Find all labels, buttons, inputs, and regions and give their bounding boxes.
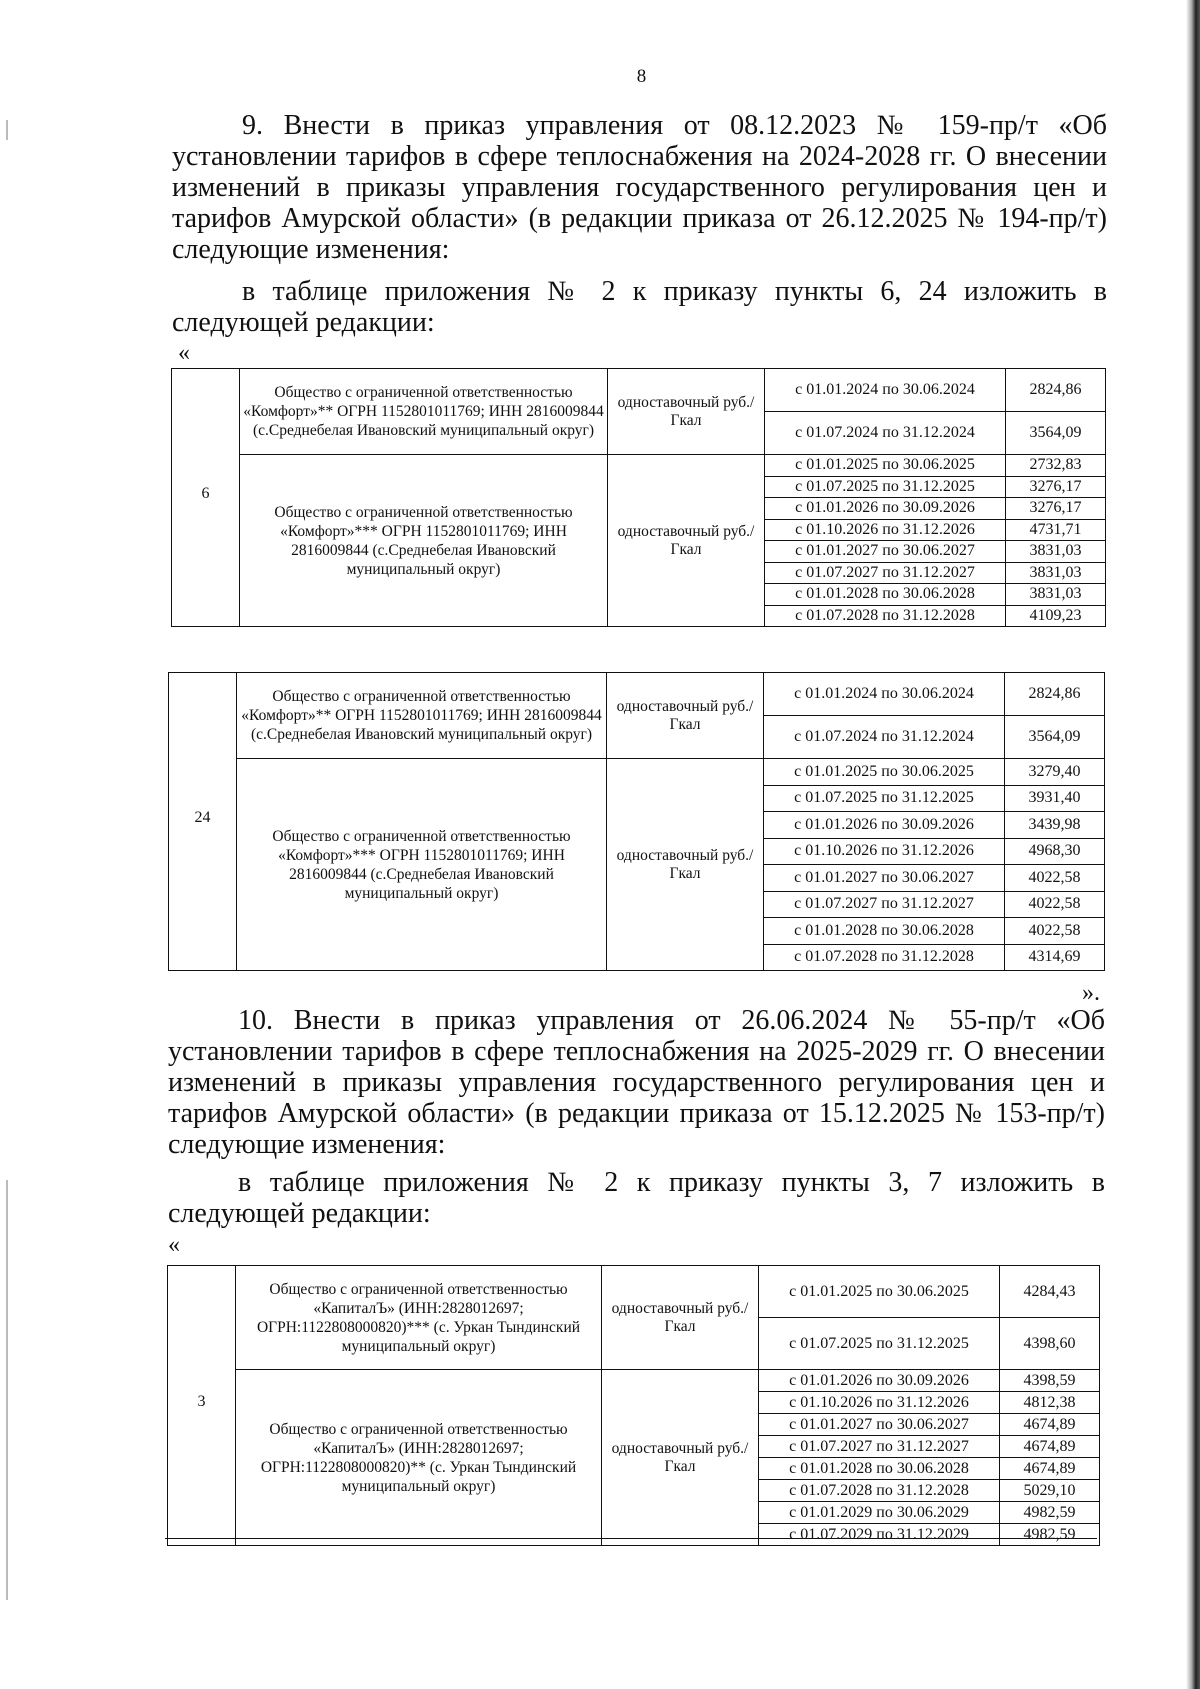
item-number-cell: 6 [172, 369, 240, 627]
section-10-instruction [168, 1167, 1105, 1229]
tariff-value-cell: 4314,69 [1005, 944, 1105, 971]
organization-cell: Общество с ограниченной ответственностью «Комфорт»** ОГРН 1152801011769; ИНН 2816009844 (с.Среднебелая Ивановский муниципальный округ) [237, 673, 607, 759]
quote-open-2: « [168, 1232, 180, 1258]
tariff-table-item-3 [167, 1265, 1100, 1546]
period-cell: с 01.01.2026 по 30.09.2026 [759, 1370, 1000, 1392]
tariff-value-cell: 4674,89 [1000, 1436, 1100, 1458]
tariff-value-cell: 3831,03 [1006, 562, 1106, 584]
item-number-cell: 3 [168, 1266, 236, 1546]
tariff-value-cell: 4022,58 [1005, 918, 1105, 945]
tariff-value-cell: 4674,89 [1000, 1414, 1100, 1436]
period-cell: с 01.07.2025 по 31.12.2025 [765, 476, 1006, 498]
tariff-value-cell: 3931,40 [1005, 785, 1105, 812]
tariff-type-cell: одноставочный руб./Гкал [608, 455, 765, 627]
table-row [172, 455, 1106, 477]
tariff-value-cell: 3564,09 [1005, 716, 1105, 759]
scan-mark [6, 1180, 8, 1600]
period-cell: с 01.01.2028 по 30.06.2028 [765, 584, 1006, 606]
period-cell: с 01.07.2028 по 31.12.2028 [764, 944, 1005, 971]
tariff-type-cell: одноставочный руб./Гкал [607, 673, 764, 759]
period-cell: с 01.07.2027 по 31.12.2027 [765, 562, 1006, 584]
quote-close: ». [1082, 980, 1100, 1006]
tariff-value-cell: 2824,86 [1005, 673, 1105, 716]
period-cell: с 01.07.2024 по 31.12.2024 [765, 412, 1006, 455]
tariff-value-cell: 4982,59 [1000, 1502, 1100, 1524]
tariff-value-cell: 3439,98 [1005, 812, 1105, 839]
period-cell: с 01.10.2026 по 31.12.2026 [764, 838, 1005, 865]
section-9-paragraph [172, 110, 1107, 265]
tariff-type-cell: одноставочный руб./Гкал [602, 1266, 759, 1370]
section-9-text: 9. Внести в приказ управления от 08.12.2023 № 159-пр/т «Об установлении тарифов в сфере теплоснабжения на 2024-2028 гг. О внесении изменений в приказы управления государственного регулирования цен и тарифов Амурской области» (в редакции приказа от 26.12.2025 № 194-пр/т) следующие изменения: [172, 110, 1107, 265]
section-10-instruction-text: в таблице приложения № 2 к приказу пункты 3, 7 изложить в следующей редакции: [168, 1167, 1105, 1229]
tariff-value-cell: 3564,09 [1006, 412, 1106, 455]
section-10-text: 10. Внести в приказ управления от 26.06.2024 № 55-пр/т «Об установлении тарифов в сфере теплоснабжения на 2025-2029 гг. О внесении изменений в приказы управления государственного регулирования цен и тарифов Амурской области» (в редакции приказа от 15.12.2025 № 153-пр/т) следующие изменения: [168, 1005, 1105, 1160]
tariff-value-cell: 4022,58 [1005, 865, 1105, 892]
tariff-value-cell: 4674,89 [1000, 1458, 1100, 1480]
organization-cell: Общество с ограниченной ответственностью «КапиталЪ» (ИНН:2828012697; ОГРН:1122808000820)** (с. Уркан Тындинский муниципальный округ) [236, 1370, 602, 1546]
period-cell: с 01.01.2027 по 30.06.2027 [765, 541, 1006, 563]
period-cell: с 01.10.2026 по 31.12.2026 [765, 519, 1006, 541]
section-10-paragraph [168, 1005, 1105, 1160]
quote-open: « [178, 340, 190, 366]
tariff-value-cell: 4968,30 [1005, 838, 1105, 865]
period-cell: с 01.01.2026 по 30.09.2026 [765, 498, 1006, 520]
period-cell: с 01.01.2026 по 30.09.2026 [764, 812, 1005, 839]
tariff-value-cell: 3831,03 [1006, 541, 1106, 563]
tariff-value-cell: 2824,86 [1006, 369, 1106, 412]
table-row [172, 369, 1106, 412]
tariff-value-cell: 2732,83 [1006, 455, 1106, 477]
table-row [169, 673, 1105, 716]
organization-cell: Общество с ограниченной ответственностью «Комфорт»*** ОГРН 1152801011769; ИНН 2816009844 (с.Среднебелая Ивановский муниципальный округ) [240, 455, 608, 627]
tariff-value-cell: 4398,59 [1000, 1370, 1100, 1392]
tariff-type-cell: одноставочный руб./Гкал [607, 759, 764, 971]
period-cell: с 01.07.2025 по 31.12.2025 [759, 1318, 1000, 1370]
page-number: 8 [636, 66, 647, 87]
section-9-instruction [172, 276, 1107, 338]
period-cell: с 01.10.2026 по 31.12.2026 [759, 1392, 1000, 1414]
scan-mark [6, 120, 8, 140]
period-cell: с 01.07.2024 по 31.12.2024 [764, 716, 1005, 759]
tariff-value-cell: 4022,58 [1005, 891, 1105, 918]
period-cell: с 01.01.2025 по 30.06.2025 [765, 455, 1006, 477]
period-cell: с 01.01.2024 по 30.06.2024 [765, 369, 1006, 412]
period-cell: с 01.01.2025 по 30.06.2025 [764, 759, 1005, 786]
period-cell: с 01.07.2027 по 31.12.2027 [764, 891, 1005, 918]
tariff-value-cell: 3276,17 [1006, 476, 1106, 498]
tariff-value-cell: 3831,03 [1006, 584, 1106, 606]
period-cell: с 01.01.2027 по 30.06.2027 [764, 865, 1005, 892]
period-cell: с 01.07.2027 по 31.12.2027 [759, 1436, 1000, 1458]
table-row [168, 1266, 1100, 1318]
tariff-type-cell: одноставочный руб./Гкал [608, 369, 765, 455]
tariff-value-cell: 3279,40 [1005, 759, 1105, 786]
period-cell: с 01.07.2025 по 31.12.2025 [764, 785, 1005, 812]
tariff-table-item-24 [168, 672, 1105, 971]
footer-rule [165, 1538, 1097, 1539]
period-cell: с 01.07.2029 по 31.12.2029 [759, 1524, 1000, 1546]
tariff-value-cell: 4109,23 [1006, 605, 1106, 627]
period-cell: с 01.01.2025 по 30.06.2025 [759, 1266, 1000, 1318]
table-row [169, 759, 1105, 786]
tariff-value-cell: 5029,10 [1000, 1480, 1100, 1502]
table-row [168, 1370, 1100, 1392]
tariff-type-cell: одноставочный руб./Гкал [602, 1370, 759, 1546]
section-9-instruction-text: в таблице приложения № 2 к приказу пункты 6, 24 изложить в следующей редакции: [172, 276, 1107, 338]
organization-cell: Общество с ограниченной ответственностью «Комфорт»** ОГРН 1152801011769; ИНН 2816009844 (с.Среднебелая Ивановский муниципальный округ) [240, 369, 608, 455]
period-cell: с 01.01.2028 по 30.06.2028 [764, 918, 1005, 945]
tariff-table-item-6 [171, 368, 1106, 627]
tariff-value-cell: 4812,38 [1000, 1392, 1100, 1414]
tariff-value-cell: 4982,59 [1000, 1524, 1100, 1546]
scan-edge [1186, 0, 1200, 1689]
item-number-cell: 24 [169, 673, 237, 971]
tariff-value-cell: 3276,17 [1006, 498, 1106, 520]
period-cell: с 01.01.2029 по 30.06.2029 [759, 1502, 1000, 1524]
organization-cell: Общество с ограниченной ответственностью «КапиталЪ» (ИНН:2828012697; ОГРН:1122808000820)*** (с. Уркан Тындинский муниципальный округ) [236, 1266, 602, 1370]
period-cell: с 01.07.2028 по 31.12.2028 [765, 605, 1006, 627]
tariff-value-cell: 4731,71 [1006, 519, 1106, 541]
period-cell: с 01.01.2028 по 30.06.2028 [759, 1458, 1000, 1480]
tariff-value-cell: 4398,60 [1000, 1318, 1100, 1370]
period-cell: с 01.07.2028 по 31.12.2028 [759, 1480, 1000, 1502]
period-cell: с 01.01.2024 по 30.06.2024 [764, 673, 1005, 716]
period-cell: с 01.01.2027 по 30.06.2027 [759, 1414, 1000, 1436]
tariff-value-cell: 4284,43 [1000, 1266, 1100, 1318]
organization-cell: Общество с ограниченной ответственностью «Комфорт»*** ОГРН 1152801011769; ИНН 2816009844 (с.Среднебелая Ивановский муниципальный округ) [237, 759, 607, 971]
